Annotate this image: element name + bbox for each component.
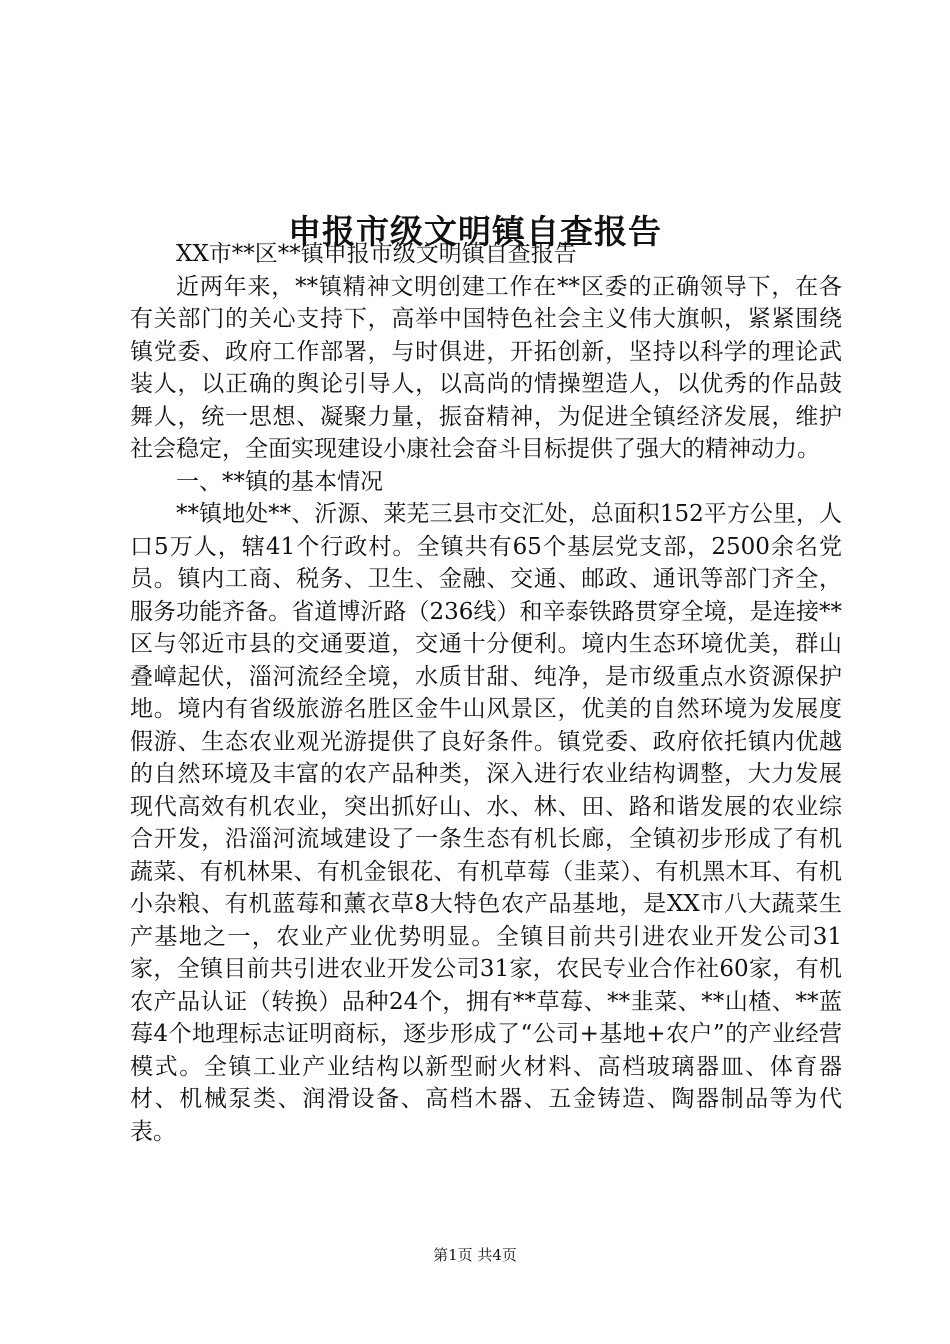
document-title: 申报市级文明镇自查报告 [288,212,662,252]
section-heading: 一、**镇的基本情况 [176,468,383,495]
subtitle-paragraph: XX市**区**镇申报市级文明镇自查报告 [176,241,577,267]
page-footer: 第1页 共4页 [433,1246,517,1264]
section-paragraph: **镇地处**、沂源、莱芜三县市交汇处，总面积152平方公里，人口5万人，辖41个行政村。全镇共有65个基层党支部，2500余名党员。镇内工商、税务、卫生、金融、交通、邮政、通讯等部门齐全，服务功能齐备。省道博沂路（236线）和辛泰铁路贯穿全境，是连接**区与邻近市县的交通要道，交通十分便利。境内生态环境优美，群山叠嶂起伏，淄河流经全境，水质甘甜、纯净，是市级重点水资源保护地。境内有省级旅游名胜区金牛山风景区，优美的自然环境为发展度假游、生态农业观光游提供了良好条件。镇党委、政府依托镇内优越的自然环境及丰富的农产品种类，深入进行农业结构调整，大力发展现代高效有机农业，突出抓好山、水、林、田、路和谐发展的农业综合开发，沿淄河流域建设了一条生态有机长廊，全镇初步形成了有机蔬菜、有机林果、有机金银花、有机草莓（韭菜）、有机黑木耳、有机小杂粮、有机蓝莓和薰衣草8大特色农产品基地，是XX市八大蔬菜生产基地之一，农业产业优势明显。全镇目前共引进农业开发公司31家，全镇目前共引进农业开发公司31家，农民专业合作社60家，有机农产品认证（转换）品种24个，拥有**草莓、**韭菜、**山楂、**蓝莓4个地理标志证明商标，逐步形成了“公司+基地+农户”的产业经营模式。全镇工业产业结构以新型耐火材料、高档玻璃器皿、体育器材、机械泵类、润滑设备、高档木器、五金铸造、陶器制品等为代表。 [130,501,842,1145]
intro-paragraph: 近两年来，**镇精神文明创建工作在**区委的正确领导下，在各有关部门的关心支持下，高举中国特色社会主义伟大旗帜，紧紧围绕镇党委、政府工作部署，与时俱进，开拓创新，坚持以科学的理论武装人，以正确的舆论引导人，以高尚的情操塑造人，以优秀的作品鼓舞人，统一思想、凝聚力量，振奋精神，为促进全镇经济发展，维护社会稳定，全面实现建设小康社会奋斗目标提供了强大的精神动力。 [130,273,842,462]
document-body [130,238,842,1148]
